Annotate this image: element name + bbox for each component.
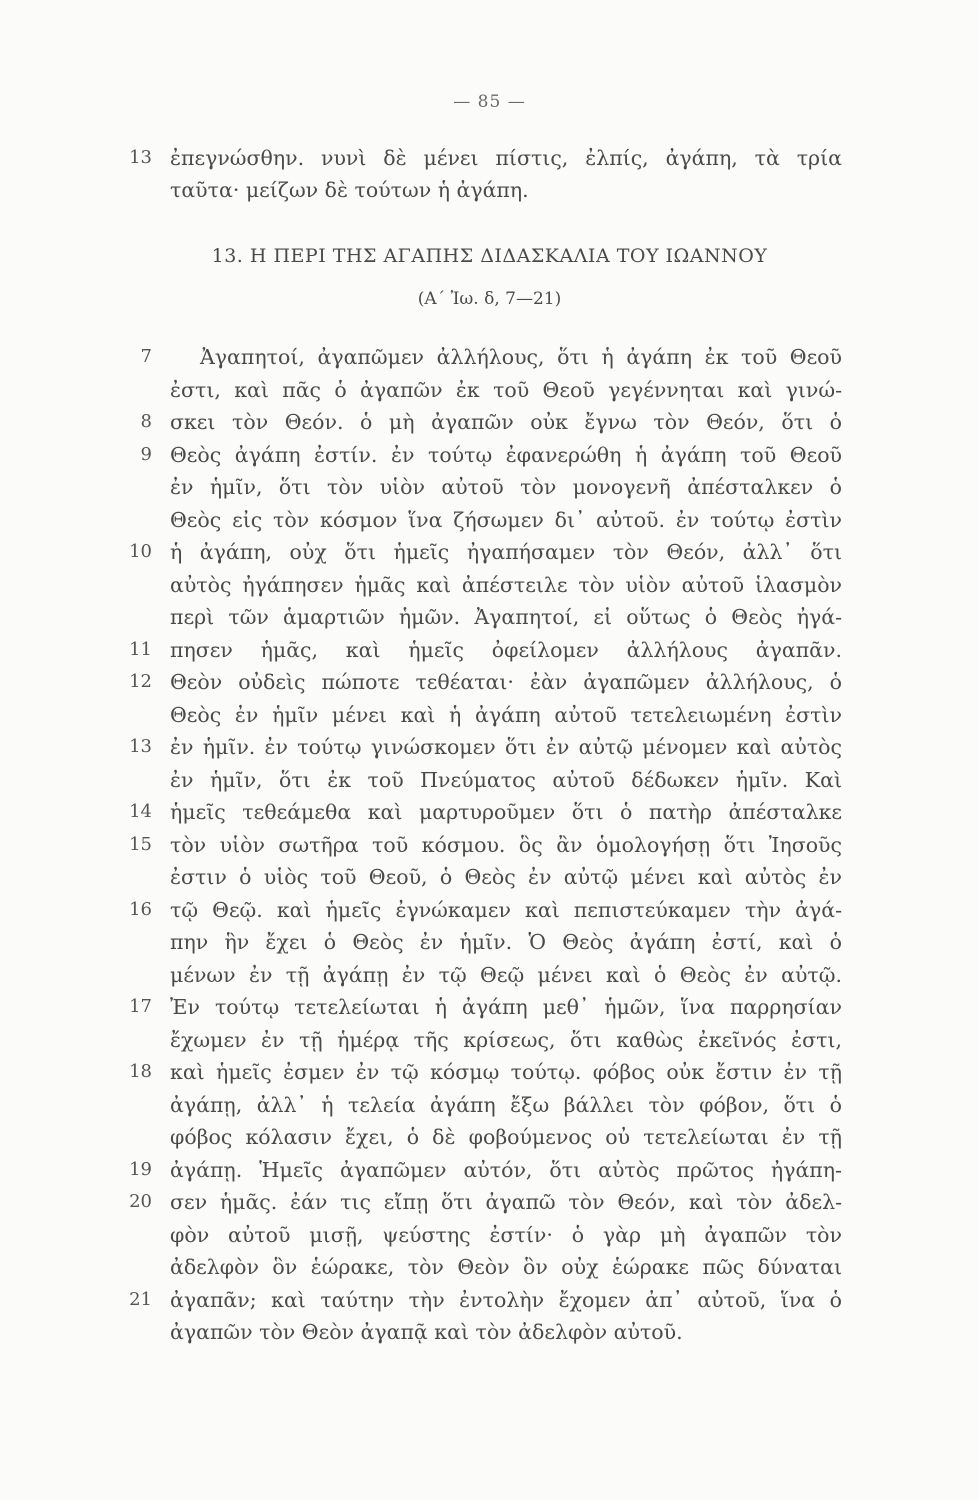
text-line: Ἀγαπητοί, ἀγαπῶμεν ἀλλήλους, ὅτι ἡ ἀγάπη ἐκ τοῦ Θεοῦ: [200, 345, 842, 369]
text-line: σκει τὸν Θεόν. ὁ μὴ ἀγαπῶν οὐκ ἔγνω τὸν Θεόν, ὅτι ὁ: [170, 410, 842, 434]
text-line: φόβος κόλασιν ἔχει, ὁ δὲ φοβούμενος οὐ τετελείωται ἐν τῇ: [170, 1125, 842, 1149]
verse-number: 18: [129, 1061, 152, 1082]
verse-number: 7: [140, 346, 152, 367]
verse-number: 20: [129, 1191, 152, 1212]
verse-number: [116, 959, 152, 991]
text-line: ἀγάπῃ. Ἡμεῖς ἀγαπῶμεν αὐτόν, ὅτι αὐτὸς πρῶτος ἠγάπη-: [170, 1158, 842, 1182]
section-heading: 13. Η ΠΕΡΙ ΤΗΣ ΑΓΑΠΗΣ ΔΙΔΑΣΚΑΛΙΑ ΤΟΥ ΙΩΑΝΝΟΥ: [211, 245, 768, 267]
verse-number: 10: [129, 541, 152, 562]
verse-number: 14: [129, 801, 152, 822]
text-line: καὶ ἡμεῖς ἐσμεν ἐν τῷ κόσμῳ τούτῳ. φόβος οὐκ ἔστιν ἐν τῇ: [170, 1060, 842, 1084]
text-line: περὶ τῶν ἁμαρτιῶν ἡμῶν. Ἀγαπητοί, εἰ οὕτως ὁ Θεὸς ἠγά-: [170, 605, 842, 629]
verse-number: [116, 601, 152, 633]
verse-number: [116, 1251, 152, 1283]
scripture-reference: (Α΄ Ἰω. δ, 7—21): [417, 289, 562, 309]
text-line: πην ἣν ἔχει ὁ Θεὸς ἐν ἡμῖν. Ὁ Θεὸς ἀγάπη ἐστί, καὶ ὁ: [170, 930, 842, 954]
verse-number: 12: [129, 671, 152, 692]
verse-number: [116, 1089, 152, 1121]
text-line: πησεν ἡμᾶς, καὶ ἡμεῖς ὀφείλομεν ἀλλήλους ἀγαπᾶν.: [170, 638, 842, 662]
text-line: ἔχωμεν ἐν τῇ ἡμέρᾳ τῆς κρίσεως, ὅτι καθὼς ἐκεῖνός ἐστι,: [170, 1028, 842, 1052]
text-line: Θεὸς ἐν ἡμῖν μένει καὶ ἡ ἀγάπη αὐτοῦ τετελειωμένη ἐστὶν: [170, 703, 842, 727]
text-line: ταῦτα· μείζων δὲ τούτων ἡ ἀγάπη.: [170, 178, 529, 202]
text-line: τὸν υἱὸν σωτῆρα τοῦ κόσμου. ὃς ἂν ὁμολογήσῃ ὅτι Ἰησοῦς: [170, 833, 842, 857]
verse-number: [116, 504, 152, 536]
page-number: — 85 —: [453, 92, 526, 112]
verse-number: 8: [140, 411, 152, 432]
verse-number: [116, 1316, 152, 1348]
text-line: ἐστιν ὁ υἱὸς τοῦ Θεοῦ, ὁ Θεὸς ἐν αὐτῷ μένει καὶ αὐτὸς ἐν: [170, 865, 842, 889]
text-line: ἐν ἡμῖν, ὅτι τὸν υἱὸν αὐτοῦ τὸν μονογενῆ ἀπέσταλκεν ὁ: [170, 475, 842, 499]
text-line: ἡμεῖς τεθεάμεθα καὶ μαρτυροῦμεν ὅτι ὁ πατὴρ ἀπέσταλκε: [170, 800, 842, 824]
verse-number: 21: [129, 1289, 152, 1310]
text-line: μένων ἐν τῇ ἀγάπῃ ἐν τῷ Θεῷ μένει καὶ ὁ Θεὸς ἐν αὐτῷ.: [170, 963, 842, 987]
verse-number: [116, 1024, 152, 1056]
verse-number: [116, 926, 152, 958]
text-line: ἀδελφὸν ὃν ἑώρακε, τὸν Θεὸν ὃν οὐχ ἑώρακε πῶς δύναται: [170, 1255, 842, 1279]
verse-number: [116, 1121, 152, 1153]
text-line: ἐν ἡμῖν. ἐν τούτῳ γινώσκομεν ὅτι ἐν αὐτῷ μένομεν καὶ αὐτὸς: [170, 735, 842, 759]
verse-number: 13: [129, 147, 152, 168]
text-line: Θεὸς ἀγάπη ἐστίν. ἐν τούτῳ ἐφανερώθη ἡ ἀγάπη τοῦ Θεοῦ: [170, 443, 842, 467]
verse-number: 19: [129, 1159, 152, 1180]
verse-number: 13: [129, 736, 152, 757]
verse-number: [116, 374, 152, 406]
text-line: αὐτὸς ἠγάπησεν ἡμᾶς καὶ ἀπέστειλε τὸν υἱὸν αὐτοῦ ἱλασμὸν: [170, 573, 842, 597]
verse-number: [116, 569, 152, 601]
verse-number: [116, 699, 152, 731]
text-line: ἀγαπᾶν; καὶ ταύτην τὴν ἐντολὴν ἔχομεν ἀπ᾿ αὐτοῦ, ἵνα ὁ: [170, 1288, 842, 1312]
text-line: ἐν ἡμῖν, ὅτι ἐκ τοῦ Πνεύματος αὐτοῦ δέδωκεν ἡμῖν. Καὶ: [170, 768, 842, 792]
text-line: Θεὸς εἰς τὸν κόσμον ἵνα ζήσωμεν δι᾿ αὐτοῦ. ἐν τούτῳ ἐστὶν: [170, 508, 842, 532]
text-line: σεν ἡμᾶς. ἐάν τις εἴπῃ ὅτι ἀγαπῶ τὸν Θεόν, καὶ τὸν ἀδελ-: [170, 1190, 842, 1214]
text-line: ἐπεγνώσθην. νυνὶ δὲ μένει πίστις, ἐλπίς, ἀγάπη, τὰ τρία: [170, 146, 842, 170]
verse-number: [116, 471, 152, 503]
text-line: ἀγαπῶν τὸν Θεὸν ἀγαπᾷ καὶ τὸν ἀδελφὸν αὐτοῦ.: [170, 1320, 683, 1344]
text-line: ἡ ἀγάπη, οὐχ ὅτι ἡμεῖς ἠγαπήσαμεν τὸν Θεόν, ἀλλ᾿ ὅτι: [170, 540, 842, 564]
text-line: ἐστι, καὶ πᾶς ὁ ἀγαπῶν ἐκ τοῦ Θεοῦ γεγέννηται καὶ γινώ-: [170, 378, 842, 402]
text-line: τῷ Θεῷ. καὶ ἡμεῖς ἐγνώκαμεν καὶ πεπιστεύκαμεν τὴν ἀγά-: [170, 898, 842, 922]
verse-number: 15: [129, 834, 152, 855]
verse-number: [116, 764, 152, 796]
verse-number: 16: [129, 899, 152, 920]
text-line: Θεὸν οὐδεὶς πώποτε τεθέαται· ἐὰν ἀγαπῶμεν ἀλλήλους, ὁ: [170, 670, 842, 694]
verse-number: [116, 1219, 152, 1251]
verse-number: 11: [129, 639, 152, 660]
verse-number: 9: [140, 444, 152, 465]
verse-number: 17: [129, 996, 152, 1017]
text-line: Ἐν τούτῳ τετελείωται ἡ ἀγάπη μεθ᾿ ἡμῶν, ἵνα παρρησίαν: [170, 995, 842, 1019]
verse-number: [116, 861, 152, 893]
text-line: φὸν αὐτοῦ μισῇ, ψεύστης ἐστίν· ὁ γὰρ μὴ ἀγαπῶν τὸν: [170, 1223, 842, 1247]
text-line: ἀγάπῃ, ἀλλ᾿ ἡ τελεία ἀγάπη ἔξω βάλλει τὸν φόβον, ὅτι ὁ: [170, 1093, 842, 1117]
